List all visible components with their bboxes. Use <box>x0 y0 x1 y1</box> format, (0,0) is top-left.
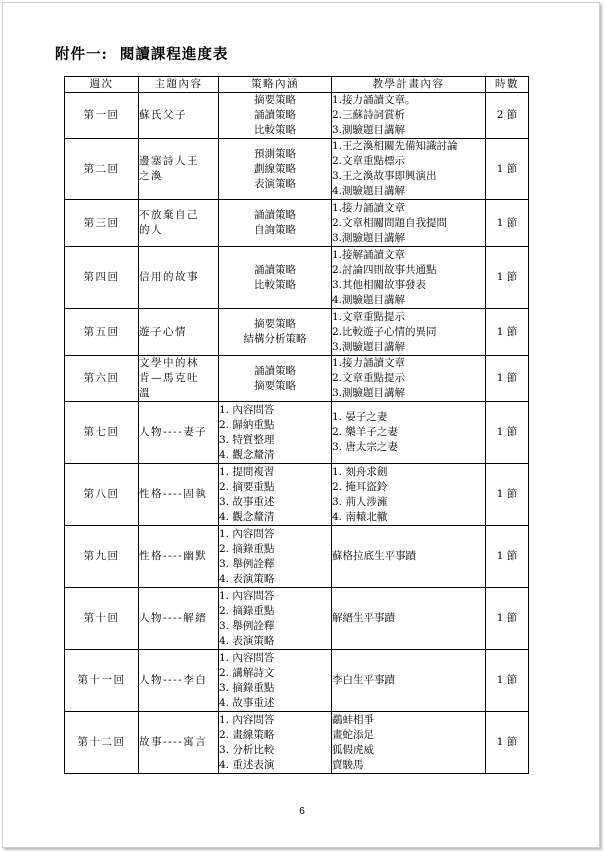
strategy-item: 2. 摘錄重點 <box>219 604 275 617</box>
hours-cell: 1 節 <box>486 309 529 356</box>
topic-cell <box>139 356 219 402</box>
topic-line: 的人 <box>139 224 163 236</box>
header-topic: 主題內容 <box>139 77 219 93</box>
strategy-cell <box>219 247 332 309</box>
week-cell: 第六回 <box>65 356 139 402</box>
week-cell: 第十回 <box>65 588 139 650</box>
strategy-cell <box>219 356 332 402</box>
plan-item: 4. 南轅北轍 <box>332 510 388 523</box>
plan-item: 蘇格拉底生平事蹟 <box>332 550 416 562</box>
topic-line: 肯—馬克吐 <box>139 372 199 384</box>
strategy-cell <box>219 402 332 464</box>
topic-cell <box>139 402 219 464</box>
topic-cell <box>139 526 219 588</box>
strategy-item: 摘要策略 <box>254 318 296 330</box>
hours-cell: 1 節 <box>486 712 529 774</box>
document-title <box>55 43 228 64</box>
strategy-cell <box>219 309 332 356</box>
strategy-item: 1. 內容問答 <box>219 651 275 664</box>
strategy-item: 4. 重述表演 <box>219 758 275 771</box>
plan-item: 2. 掩耳盜鈴 <box>332 480 388 493</box>
strategy-item: 1. 內容問答 <box>219 527 275 540</box>
table-header-row <box>65 77 529 93</box>
topic-line: 邊塞詩人王 <box>139 155 199 167</box>
header-strategy: 策略內涵 <box>219 77 332 93</box>
table-row <box>65 526 529 588</box>
strategy-item: 誦讀策略 <box>254 364 296 377</box>
strategy-item: 3. 故事重述 <box>219 495 275 508</box>
topic-cell <box>139 712 219 774</box>
plan-item: 3.其他相關故事發表 <box>332 278 427 291</box>
table-row <box>65 309 529 356</box>
plan-item: 2.文章重點提示 <box>332 372 406 384</box>
topic-line: 性格----幽默 <box>139 550 208 562</box>
plan-item: 2.討論四則故事共通點 <box>332 263 437 276</box>
topic-line: 文學中的林 <box>139 357 199 369</box>
hours-cell: 1 節 <box>486 200 529 247</box>
plan-item: 1.接力誦讀文章 <box>332 357 406 369</box>
hours-cell: 1 節 <box>486 650 529 712</box>
strategy-item: 4. 觀念釐清 <box>219 510 275 523</box>
plan-cell <box>332 650 486 712</box>
strategy-item: 3. 分析比較 <box>219 743 275 756</box>
week-cell: 第二回 <box>65 139 139 200</box>
plan-item: 李白生平事蹟 <box>332 674 395 686</box>
plan-item: 1.王之渙相關先備知識討論 <box>332 140 458 152</box>
table-row <box>65 712 529 774</box>
strategy-item: 4. 表演策略 <box>219 634 275 647</box>
strategy-item: 3. 摘錄重點 <box>219 681 275 694</box>
strategy-item: 誦讀策略 <box>254 109 296 121</box>
title-text: 閱讀課程進度表 <box>119 46 229 63</box>
topic-cell <box>139 139 219 200</box>
strategy-item: 1. 內容問答 <box>219 713 275 726</box>
week-cell: 第八回 <box>65 464 139 526</box>
week-cell: 第一回 <box>65 93 139 139</box>
strategy-cell <box>219 93 332 139</box>
table-row <box>65 247 529 309</box>
week-cell: 第十一回 <box>65 650 139 712</box>
topic-line: 人物----李白 <box>139 674 208 686</box>
plan-item: 1. 刻舟求劍 <box>332 465 388 478</box>
hours-cell: 1 節 <box>486 356 529 402</box>
strategy-cell <box>219 526 332 588</box>
plan-item: 2.文章相關問題自我提問 <box>332 216 448 229</box>
plan-item: 1.接力誦讀文章 <box>332 201 406 214</box>
table-row <box>65 588 529 650</box>
strategy-cell <box>219 712 332 774</box>
topic-cell <box>139 93 219 139</box>
strategy-cell <box>219 650 332 712</box>
attachment-label: 附件一: <box>55 46 108 63</box>
strategy-cell <box>219 588 332 650</box>
topic-line: 遊子心情 <box>139 325 187 338</box>
strategy-item: 預測策略 <box>254 147 296 160</box>
plan-item: 2.比較遊子心情的異同 <box>332 325 437 338</box>
plan-item: 3.王之渙故事即興演出 <box>332 170 437 182</box>
plan-cell <box>332 200 486 247</box>
plan-cell <box>332 93 486 139</box>
hours-cell: 2 節 <box>486 93 529 139</box>
plan-item: 1.接力誦讀文章。 <box>332 94 416 106</box>
strategy-item: 摘要策略 <box>254 379 296 392</box>
week-cell: 第七回 <box>65 402 139 464</box>
strategy-item: 1. 內容問答 <box>219 403 275 416</box>
plan-cell <box>332 356 486 402</box>
plan-item: 4.測驗題目講解 <box>332 185 406 197</box>
plan-cell <box>332 309 486 356</box>
topic-line: 人物----妻子 <box>139 426 208 438</box>
table-row <box>65 464 529 526</box>
strategy-cell <box>219 139 332 200</box>
plan-item: 鷸蚌相爭 <box>332 713 374 726</box>
topic-cell <box>139 464 219 526</box>
topic-cell <box>139 309 219 356</box>
strategy-item: 3. 特質整理 <box>219 433 275 446</box>
header-week: 週次 <box>65 77 139 93</box>
plan-item: 1. 晏子之妻 <box>332 411 388 423</box>
topic-line: 不放棄自己 <box>139 209 199 221</box>
strategy-item: 1. 內容問答 <box>219 589 275 602</box>
plan-item: 3.測驗題目講解 <box>332 124 406 136</box>
strategy-item: 1. 提問複習 <box>219 465 275 478</box>
plan-cell <box>332 139 486 200</box>
hours-cell: 1 節 <box>486 526 529 588</box>
topic-cell <box>139 200 219 247</box>
table-row <box>65 402 529 464</box>
week-cell: 第四回 <box>65 247 139 309</box>
strategy-item: 4. 觀念釐清 <box>219 448 275 461</box>
plan-item: 1.文章重點提示 <box>332 310 406 323</box>
page-number: 6 <box>299 806 305 817</box>
topic-cell <box>139 588 219 650</box>
strategy-item: 4. 故事重述 <box>219 696 275 709</box>
strategy-cell <box>219 464 332 526</box>
strategy-item: 自詢策略 <box>254 224 296 236</box>
table-row <box>65 356 529 402</box>
strategy-item: 摘要策略 <box>254 94 296 106</box>
plan-cell <box>332 526 486 588</box>
strategy-item: 2. 歸納重點 <box>219 418 275 431</box>
plan-cell <box>332 588 486 650</box>
topic-line: 溫 <box>139 387 151 399</box>
topic-line: 蘇氏父子 <box>139 109 187 121</box>
plan-item: 賣駿馬 <box>332 758 364 771</box>
plan-cell <box>332 712 486 774</box>
week-cell: 第九回 <box>65 526 139 588</box>
plan-item: 3. 唐太宗之妻 <box>332 441 398 453</box>
strategy-item: 3. 舉例詮釋 <box>219 557 275 570</box>
plan-cell <box>332 247 486 309</box>
plan-item: 3.測驗題目講解 <box>332 231 406 244</box>
plan-item: 2.三蘇詩詞賞析 <box>332 109 406 121</box>
topic-line: 人物----解縉 <box>139 612 208 624</box>
table-row <box>65 200 529 247</box>
strategy-item: 2. 摘要重點 <box>219 480 275 493</box>
strategy-item: 誦讀策略 <box>254 263 296 276</box>
week-cell: 第三回 <box>65 200 139 247</box>
hours-cell: 1 節 <box>486 139 529 200</box>
hours-cell: 1 節 <box>486 464 529 526</box>
strategy-item: 4. 表演策略 <box>219 572 275 585</box>
topic-cell <box>139 650 219 712</box>
strategy-item: 誦讀策略 <box>254 209 296 221</box>
topic-line: 信用的故事 <box>139 271 199 283</box>
strategy-item: 2. 畫線策略 <box>219 728 275 741</box>
table-row <box>65 139 529 200</box>
plan-item: 2. 樂羊子之妻 <box>332 426 398 438</box>
topic-line: 故事----寓言 <box>139 736 208 748</box>
strategy-item: 3. 舉例詮釋 <box>219 619 275 632</box>
plan-item: 3.測驗題目講解 <box>332 387 406 399</box>
strategy-cell <box>219 200 332 247</box>
plan-cell <box>332 402 486 464</box>
table-row <box>65 93 529 139</box>
plan-item: 3. 荊人涉澭 <box>332 495 388 508</box>
plan-item: 1.接解誦讀文章 <box>332 248 406 261</box>
schedule-table <box>64 76 529 774</box>
week-cell: 第五回 <box>65 309 139 356</box>
plan-item: 畫蛇添足 <box>332 728 374 741</box>
strategy-item: 劃線策略 <box>254 162 296 175</box>
topic-cell <box>139 247 219 309</box>
plan-item: 解縉生平事蹟 <box>332 612 395 624</box>
plan-item: 4.測驗題目講解 <box>332 293 406 306</box>
strategy-item: 表演策略 <box>254 177 296 190</box>
week-cell: 第十二回 <box>65 712 139 774</box>
topic-line: 性格----固執 <box>139 488 208 500</box>
hours-cell: 1 節 <box>486 247 529 309</box>
hours-cell: 1 節 <box>486 588 529 650</box>
plan-item: 狐假虎威 <box>332 743 374 756</box>
plan-item: 3.測驗題目講解 <box>332 340 406 353</box>
strategy-item: 結構分析策略 <box>243 333 307 345</box>
topic-line: 之渙 <box>139 170 163 182</box>
plan-item: 2.文章重點標示 <box>332 155 406 167</box>
strategy-item: 比較策略 <box>254 124 296 136</box>
strategy-item: 比較策略 <box>254 278 296 291</box>
strategy-item: 2. 摘錄重點 <box>219 542 275 555</box>
header-plan: 教學計畫內容 <box>332 77 486 93</box>
table-row <box>65 650 529 712</box>
hours-cell: 1 節 <box>486 402 529 464</box>
plan-cell <box>332 464 486 526</box>
header-hours: 時數 <box>486 77 529 93</box>
strategy-item: 2. 講解詩文 <box>219 666 275 679</box>
